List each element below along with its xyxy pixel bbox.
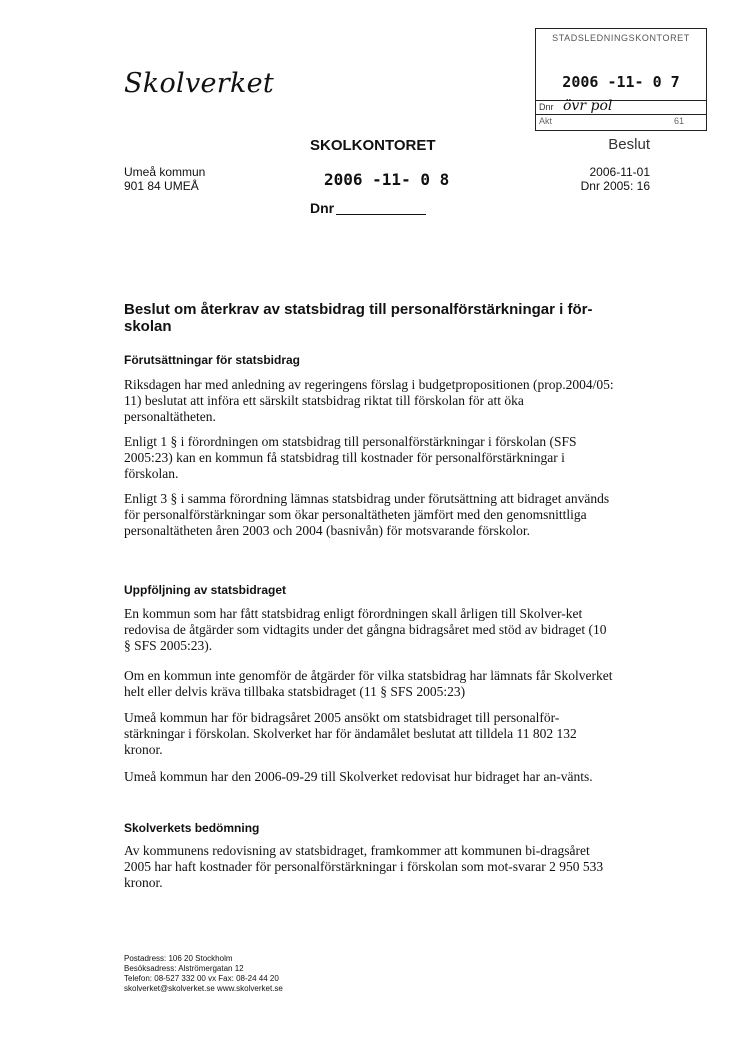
paragraph: Umeå kommun har den 2006-09-29 till Skolverket redovisat hur bidraget har an-vänts. (124, 769, 593, 784)
stamp-title: STADSLEDNINGSKONTORET (552, 33, 690, 43)
stamp-divider (536, 114, 706, 115)
recipient-line: Umeå kommun (124, 165, 206, 179)
stamp-date: 2006 -11- 0 7 (562, 73, 680, 91)
document-type: Beslut (608, 136, 650, 153)
stamp-dnr-handwritten: övr pol (563, 98, 613, 114)
paragraph: Om en kommun inte genomför de åtgärder för vilka statsbidrag har lämnats får Skolverket helt eller delvis kräva tillbaka statsbidraget (11 § SFS 2005:23) (124, 668, 613, 699)
paragraph: En kommun som har fått statsbidrag enligt förordningen skall årligen till Skolver-ket redovisa de åtgärder som vidtagits under det gångna bidragsåret med stöd av bidraget (10 § SFS 2005:23). (124, 606, 607, 653)
footer-line: Besöksadress: Alströmergatan 12 (124, 964, 244, 973)
document-date: 2006-11-01 (589, 165, 650, 179)
paragraph: Umeå kommun har för bidragsåret 2005 ansökt om statsbidraget till personalför-stärkningar i förskolan. Skolverket har för ändamålet beslutat att tilldela 11 802 132 kronor. (124, 710, 577, 757)
paragraph: Av kommunens redovisning av statsbidraget, framkommer att kommunen bi-dragsåret 2005 har haft kostnader för personalförstärkningar i förskolan som mot-svarar 2 950 533 kronor. (124, 843, 604, 890)
footer-line: Telefon: 08-527 332 00 vx Fax: 08-24 44 20 (124, 974, 279, 983)
footer-line: Postadress: 106 20 Stockholm (124, 954, 233, 963)
skolkontoret-stamp-title: SKOLKONTORET (310, 137, 436, 154)
recipient-address (124, 165, 205, 193)
section-heading: Förutsättningar för statsbidrag (124, 353, 301, 367)
stamp-akt-label: Akt (539, 116, 553, 126)
section-heading: Uppföljning av statsbidraget (124, 583, 287, 597)
footer-contact (124, 954, 283, 994)
stamp-divider (536, 100, 706, 101)
received-date: 2006 -11- 0 8 (324, 170, 450, 189)
paragraph: Riksdagen har med anledning av regeringens förslag i budgetpropositionen (prop.2004/05: 11) beslutat att införa ett särskilt statsbidrag riktat till förskolan för att öka personaltätheten. (124, 377, 614, 424)
document-title (124, 301, 614, 335)
document-meta (520, 165, 650, 193)
stamp-extra: 61 (674, 116, 685, 126)
paragraph: Enligt 1 § i förordningen om statsbidrag till personalförstärkningar i förskolan (SFS 2005:23) kan en kommun få statsbidrag till kostnader för personalförstärkningar i förskolan. (124, 434, 577, 481)
section-heading: Skolverkets bedömning (124, 821, 260, 835)
received-stamp (535, 28, 707, 131)
footer-line: skolverket@skolverket.se www.skolverket.se (124, 984, 283, 993)
recipient-line: 901 84 UMEÅ (124, 179, 199, 193)
dnr-label: Dnr (310, 200, 335, 216)
dnr-underline (336, 214, 426, 215)
document-dnr: Dnr 2005: 16 (580, 179, 650, 193)
skolverket-logo: Skolverket (124, 68, 275, 99)
stamp-dnr-label: Dnr (539, 102, 554, 112)
paragraph: Enligt 3 § i samma förordning lämnas statsbidrag under förutsättning att bidraget används för personalförstärkningar som ökar personaltätheten jämfört med den genomsnittliga personaltätheten åren 2003 och 2004 (basnivån) för motsvarande förskolor. (124, 491, 610, 538)
title-line: Beslut om återkrav av statsbidrag till personalförstärkningar i för- (124, 301, 593, 318)
title-line: skolan (124, 318, 172, 335)
